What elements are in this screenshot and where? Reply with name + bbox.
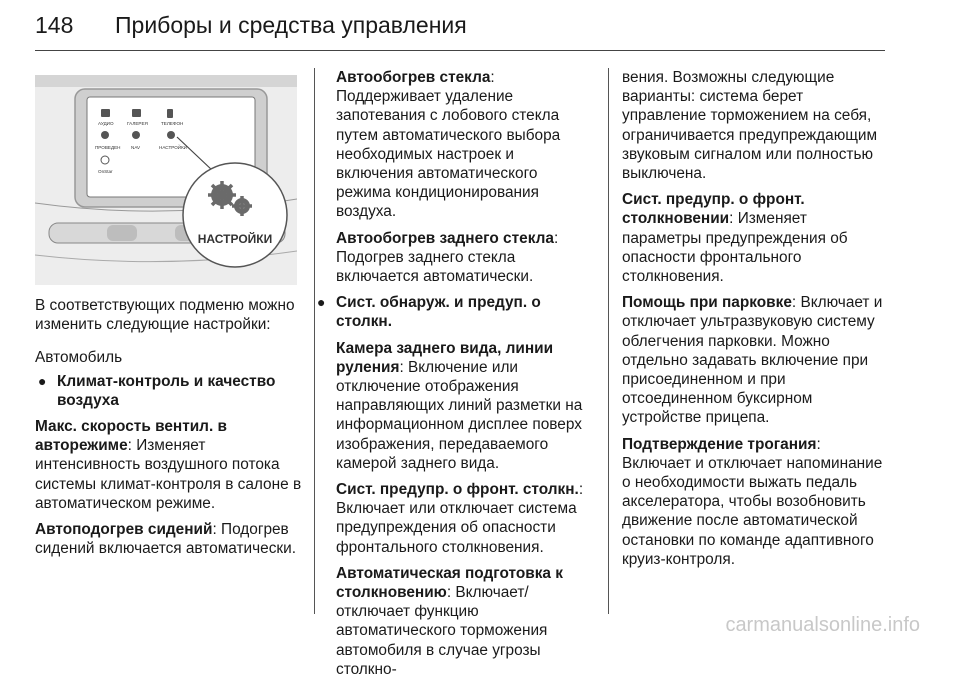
icon-label-projection: ПРОВЕДЕН [95, 145, 121, 150]
header-rule [35, 50, 885, 51]
setting-go-notifier-title: Подтверждение трогания [622, 435, 817, 453]
icon-label-phone: ТЕЛЕФОН [161, 121, 184, 126]
infotainment-illustration [35, 75, 297, 285]
icon-label-audio: АУДИО [98, 121, 114, 126]
setting-forward-collision-text: : Включает или отключает система предупреждения об опасности фронтального столкновения. [336, 481, 584, 556]
setting-auto-defog [336, 68, 594, 222]
setting-auto-rear-defog-text: : Подогрев заднего стекла включается автоматически. [336, 229, 559, 286]
icon-label-settings: НАСТРОЙКИ [159, 145, 188, 150]
setting-collision-prep [336, 564, 594, 679]
setting-go-notifier-text: : Включает и отключает напоминание о необходимости выжать педаль акселератора, чтобы возобновить движение после автоматической остановки по команде адаптивного круиз-контроля. [622, 435, 883, 568]
column-divider-1 [314, 68, 315, 614]
bullet-collision-label: Сист. обнаруж. и предуп. о столкн. [336, 294, 541, 331]
setting-auto-defog-title: Автообогрев стекла [336, 69, 491, 86]
bullet-collision [314, 293, 594, 331]
setting-auto-seat-heating [35, 520, 305, 558]
bullet-dot: ● [38, 372, 47, 389]
bullet-climate-label: Климат-контроль и качество воздуха [57, 372, 276, 409]
column-3 [622, 68, 888, 576]
bullet-climate [35, 372, 305, 410]
page-title: Приборы и средства управления [115, 12, 467, 38]
setting-go-notifier [622, 435, 888, 569]
setting-forward-collision-alert-text: : Изменяет параметры предупреждения об опасности фронтального столкновения. [622, 210, 848, 286]
setting-park-assist-title: Помощь при парковке [622, 294, 792, 312]
callout-settings-label: НАСТРОЙКИ [197, 232, 273, 246]
column-2 [317, 68, 594, 686]
setting-park-assist-text: : Включает и отключает ультразвуковую систему облегчения парковки. Можно отдельно задавать включение при присоединенном и при отсоединенном буксирном устройстве прицепа. [622, 294, 883, 427]
setting-auto-rear-defog [336, 229, 594, 287]
column-divider-2 [608, 68, 609, 614]
dashboard-figure [35, 75, 297, 285]
setting-forward-collision-alert [622, 190, 888, 286]
bullet-dot: ● [317, 294, 326, 311]
continuation-text: вения. Возможны следующие варианты: система берет управление торможением на себя, ограничивается предупреждающим звуковым сигналом или полностью выключена. [622, 69, 878, 183]
page-number: 148 [35, 12, 74, 38]
setting-auto-defog-text: : Поддерживает удаление запотевания с лобового стекла путем автоматического выбора необходимых настроек и включения автоматического режима кондиционирования воздуха. [336, 69, 561, 221]
column-1 [35, 296, 305, 565]
setting-forward-collision-title: Сист. предупр. о фронт. столкн. [336, 481, 579, 499]
setting-rear-camera-text: : Включение или отключение отображения направляющих линий разметки на информационном дисплее поверх изображения, передаваемого камерой заднего вида. [336, 358, 583, 472]
setting-max-fan-speed-title: Макс. скорость вентил. в авторежиме [35, 418, 227, 455]
setting-collision-prep-text: : Включает/отключает функцию автоматического торможения автомобиля в случае угрозы столкно- [336, 584, 548, 678]
setting-forward-collision-alert-title: Сист. предупр. о фронт. столкновении [622, 191, 805, 228]
setting-collision-prep-title: Автоматическая подготовка к столкновению [336, 564, 563, 602]
setting-auto-seat-heating-text: : Подогрев сидений включается автоматически. [35, 521, 297, 558]
icon-label-gallery: ГАЛЕРЕЯ [127, 121, 148, 126]
icon-label-onstar: OnStar [98, 169, 113, 174]
setting-auto-seat-heating-title: Автоподогрев сидений [35, 521, 213, 539]
icon-label-nav: NAV [131, 145, 141, 150]
intro-text: В соответствующих подменю можно изменить следующие настройки: [35, 297, 295, 334]
setting-forward-collision [336, 480, 594, 557]
section-heading-vehicle: Автомобиль [35, 349, 123, 367]
setting-max-fan-speed-text: : Изменяет интенсивность воздушного потока системы климат-контроля в салоне в автоматическом режиме. [35, 437, 302, 512]
setting-auto-rear-defog-title: Автообогрев заднего стекла [336, 229, 554, 247]
page-header [35, 6, 885, 48]
setting-rear-camera-title: Камера заднего вида, линии руления [336, 339, 554, 376]
setting-park-assist [622, 293, 888, 427]
setting-max-fan-speed [35, 417, 305, 513]
watermark: carmanualsonline.info [725, 614, 920, 636]
setting-rear-camera [336, 339, 594, 473]
